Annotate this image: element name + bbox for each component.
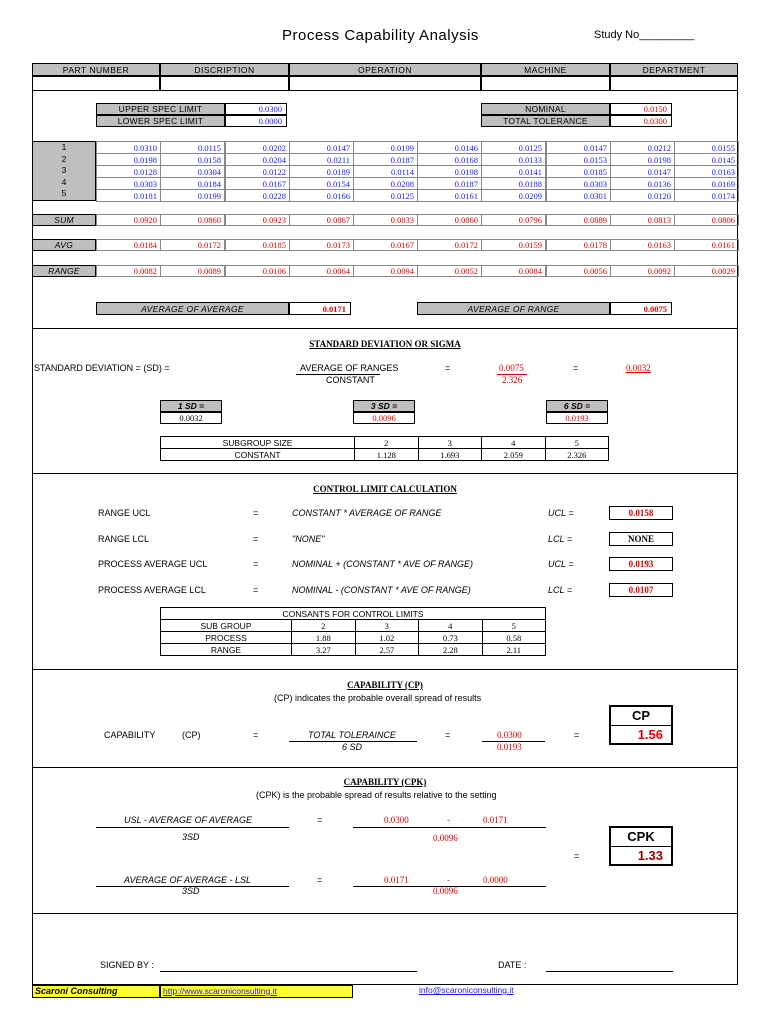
cpk-f1-a: 0.0300 <box>384 815 409 825</box>
table-cell: CONSTANT <box>161 449 355 461</box>
row-number: 5 <box>61 188 67 199</box>
table-cell: 5 <box>545 437 609 449</box>
control-row-eq: = <box>253 508 259 518</box>
reading-cell[interactable]: 0.0199 <box>160 189 225 202</box>
reading-cell[interactable]: 0.0189 <box>289 165 354 178</box>
reading-cell[interactable]: 0.0304 <box>160 165 225 178</box>
cpk-f2-eq: = <box>317 875 323 885</box>
page-title: Process Capability Analysis <box>282 27 479 44</box>
reading-cell[interactable]: 0.0145 <box>674 153 739 166</box>
range-cell: 0.0052 <box>417 265 482 277</box>
control-row-label: RANGE LCL <box>98 534 150 544</box>
reading-cell[interactable]: 0.0141 <box>481 165 546 178</box>
reading-cell[interactable]: 0.0166 <box>289 189 354 202</box>
table-row <box>161 437 609 449</box>
sd-denominator: CONSTANT <box>326 375 375 385</box>
reading-cell[interactable]: 0.0128 <box>96 165 161 178</box>
reading-cell[interactable]: 0.0303 <box>546 177 611 190</box>
reading-cell[interactable]: 0.0181 <box>96 189 161 202</box>
reading-cell[interactable]: 0.0185 <box>546 165 611 178</box>
reading-cell[interactable]: 0.0168 <box>417 153 482 166</box>
avg-cell: 0.0172 <box>417 239 482 251</box>
cp-eq: = <box>253 730 259 740</box>
cpk-f2-denominator: 3SD <box>182 886 200 896</box>
reading-cell[interactable]: 0.0184 <box>160 177 225 190</box>
table-cell: SUBGROUP SIZE <box>161 437 355 449</box>
info-input-cell[interactable] <box>481 76 610 91</box>
avg-of-avg-value: 0.0171 <box>289 302 351 315</box>
reading-cell[interactable]: 0.0154 <box>289 177 354 190</box>
reading-cell[interactable]: 0.0122 <box>225 165 290 178</box>
reading-cell[interactable]: 0.0136 <box>610 177 675 190</box>
row-number: 4 <box>61 176 67 187</box>
reading-cell[interactable]: 0.0209 <box>481 189 546 202</box>
reading-cell[interactable]: 0.0146 <box>417 141 482 154</box>
reading-cell[interactable]: 0.0198 <box>96 153 161 166</box>
control-row-label: PROCESS AVERAGE UCL <box>98 559 208 569</box>
reading-cell[interactable]: 0.0120 <box>610 189 675 202</box>
reading-cell[interactable]: 0.0133 <box>481 153 546 166</box>
control-row-formula: NOMINAL + (CONSTANT * AVE OF RANGE) <box>292 559 473 569</box>
table-cell: 3.27 <box>292 644 356 656</box>
section-divider <box>32 328 738 329</box>
reading-cell[interactable]: 0.0204 <box>225 153 290 166</box>
table-cell: 2 <box>355 437 419 449</box>
table-cell: 4 <box>482 437 546 449</box>
avg-of-range-value: 0.0075 <box>610 302 672 315</box>
sum-cell: 0.0806 <box>674 214 739 226</box>
cp-numerator-value: 0.0300 <box>497 730 522 740</box>
lsl-value[interactable]: 0.0000 <box>225 115 287 127</box>
reading-cell[interactable]: 0.0147 <box>610 165 675 178</box>
control-row-formula: NOMINAL - (CONSTANT * AVE OF RANGE) <box>292 585 471 595</box>
reading-cell[interactable]: 0.0187 <box>417 177 482 190</box>
sd-result: 0.0032 <box>626 363 651 373</box>
table-row <box>161 449 609 461</box>
control-row-label: PROCESS AVERAGE LCL <box>98 585 206 595</box>
cpk-f1-b: 0.0171 <box>483 815 508 825</box>
date-label: DATE : <box>498 960 527 970</box>
sd-denominator-value: 2.326 <box>502 375 523 385</box>
cp-result-box <box>609 705 673 745</box>
info-header-cell: DISCRIPTION <box>160 63 289 76</box>
range-cell: 0.0106 <box>225 265 290 277</box>
reading-cell[interactable]: 0.0187 <box>353 153 418 166</box>
reading-cell[interactable]: 0.0310 <box>96 141 161 154</box>
cpk-f1-value-bar <box>353 827 546 828</box>
reading-cell[interactable]: 0.0158 <box>160 153 225 166</box>
usl-label: UPPER SPEC LIMIT <box>96 103 225 115</box>
cp-denominator: 6 SD <box>342 742 363 752</box>
range-cell: 0.0089 <box>160 265 225 277</box>
avg-cell: 0.0161 <box>674 239 739 251</box>
cpk-f1-eq: = <box>317 815 323 825</box>
sd3-value: 0.0096 <box>353 412 415 424</box>
reading-cell[interactable]: 0.0115 <box>160 141 225 154</box>
table-row <box>161 608 546 620</box>
cpk-box-value: 1.33 <box>637 848 663 863</box>
range-cell: 0.0029 <box>674 265 739 277</box>
table-cell: PROCESS <box>161 632 292 644</box>
info-input-cell[interactable] <box>610 76 738 91</box>
cpk-f1-numerator: USL - AVERAGE OF AVERAGE <box>124 815 253 825</box>
control-row-eq: = <box>253 534 259 544</box>
tolerance-value[interactable]: 0.0300 <box>610 115 672 127</box>
sd-constants-table <box>160 436 609 461</box>
section-divider <box>32 669 738 670</box>
info-input-cell[interactable] <box>32 76 160 91</box>
sd3-label: 3 SD = <box>353 400 415 412</box>
avg-cell: 0.0172 <box>160 239 225 251</box>
avg-cell: 0.0167 <box>353 239 418 251</box>
avg-cell: 0.0185 <box>225 239 290 251</box>
cp-eq3: = <box>574 730 580 740</box>
cpk-f1-bar <box>96 827 289 828</box>
cpk-f2-a: 0.0171 <box>384 875 409 885</box>
section-divider <box>32 473 738 474</box>
reading-cell[interactable]: 0.0228 <box>225 189 290 202</box>
table-cell: 2.28 <box>419 644 483 656</box>
cp-eq2: = <box>445 730 451 740</box>
section-divider <box>32 767 738 768</box>
company-name: Scaroni Consulting <box>32 985 160 998</box>
sum-cell: 0.0867 <box>289 214 354 226</box>
reading-cell[interactable]: 0.0198 <box>610 153 675 166</box>
row-number: 1 <box>61 142 67 152</box>
nominal-value[interactable]: 0.0150 <box>610 103 672 115</box>
cpk-f1-op: - <box>447 815 450 825</box>
table-cell: 3 <box>418 437 482 449</box>
cpk-f1-denominator: 3SD <box>182 832 200 842</box>
table-cell: 2 <box>292 620 356 632</box>
info-header-cell: PART NUMBER <box>32 63 160 76</box>
table-cell: 4 <box>419 620 483 632</box>
info-input-cell[interactable] <box>160 76 289 91</box>
control-limit-value: 0.0158 <box>609 506 673 520</box>
reading-cell[interactable]: 0.0212 <box>610 141 675 154</box>
avg-of-avg-label: AVERAGE OF AVERAGE <box>96 302 289 315</box>
table-cell: 0.58 <box>482 632 546 644</box>
info-header-cell: OPERATION <box>289 63 481 76</box>
table-cell: 5 <box>482 620 546 632</box>
cp-denominator-value: 0.0193 <box>497 742 522 752</box>
cpk-f2-b: 0.0000 <box>483 875 508 885</box>
control-row-formula: CONSTANT * AVERAGE OF RANGE <box>292 508 442 518</box>
cpk-f2-den-value: 0.0096 <box>433 886 458 896</box>
range-cell: 0.0092 <box>610 265 675 277</box>
reading-cell[interactable]: 0.0208 <box>353 177 418 190</box>
section-divider <box>32 913 738 914</box>
cpk-heading: CAPABILITY (CPK) <box>343 777 427 787</box>
lsl-label: LOWER SPEC LIMIT <box>96 115 225 127</box>
cpk-description: (CPK) is the probable spread of results relative to the setting <box>256 790 497 800</box>
reading-cell[interactable]: 0.0125 <box>353 189 418 202</box>
avg-of-range-label: AVERAGE OF RANGE <box>417 302 610 315</box>
usl-value[interactable]: 0.0300 <box>225 103 287 115</box>
reading-cell[interactable]: 0.0163 <box>674 165 739 178</box>
sd-label: STANDARD DEVIATION = (SD) = <box>34 363 170 373</box>
reading-cell[interactable]: 0.0202 <box>225 141 290 154</box>
sum-cell: 0.0923 <box>225 214 290 226</box>
table-cell: 2.059 <box>482 449 546 461</box>
control-row-limit-label: LCL = <box>548 534 573 544</box>
table-cell: 2.11 <box>482 644 546 656</box>
sd-eq2: = <box>573 363 579 373</box>
table-cell: 2.326 <box>545 449 609 461</box>
reading-cell[interactable]: 0.0125 <box>481 141 546 154</box>
cp-heading: CAPABILITY (CP) <box>347 680 423 690</box>
avg-label: AVG <box>32 239 96 251</box>
sd-numerator-value: 0.0075 <box>499 363 524 373</box>
reading-cell[interactable]: 0.0303 <box>96 177 161 190</box>
reading-cell[interactable]: 0.0188 <box>481 177 546 190</box>
control-constants-table <box>160 607 546 656</box>
avg-cell: 0.0184 <box>96 239 161 251</box>
control-limit-value: NONE <box>609 532 673 546</box>
table-cell: 1.693 <box>418 449 482 461</box>
control-row-limit-label: UCL = <box>548 508 574 518</box>
range-label: RANGE <box>32 265 96 277</box>
cpk-f2-op: - <box>447 875 450 885</box>
control-limit-value: 0.0193 <box>609 557 673 571</box>
sum-label: SUM <box>32 214 96 226</box>
tolerance-label: TOTAL TOLERANCE <box>481 115 610 127</box>
cpk-result-box <box>609 826 673 866</box>
sd1-value: 0.0032 <box>160 412 222 424</box>
cpk-eq: = <box>574 851 580 861</box>
info-input-cell[interactable] <box>289 76 481 91</box>
signature-line[interactable] <box>160 971 417 972</box>
sd6-value: 0.0193 <box>546 412 608 424</box>
reading-cell[interactable]: 0.0161 <box>417 189 482 202</box>
cp-numerator: TOTAL TOLERAINCE <box>308 730 396 740</box>
sum-cell: 0.0796 <box>481 214 546 226</box>
sd6-label: 6 SD = <box>546 400 608 412</box>
range-cell: 0.0056 <box>546 265 611 277</box>
signed-by-label: SIGNED BY : <box>100 960 154 970</box>
reading-cell[interactable]: 0.0153 <box>546 153 611 166</box>
avg-cell: 0.0159 <box>481 239 546 251</box>
table-row <box>161 632 546 644</box>
cpk-f2-numerator: AVERAGE OF AVERAGE - LSL <box>124 875 252 885</box>
company-email-link[interactable]: info@scaroniconsulting.it <box>419 985 514 995</box>
sd-heading: STANDARD DEVIATION OR SIGMA <box>309 339 461 349</box>
table-cell: 3 <box>355 620 419 632</box>
sd-eq1: = <box>445 363 451 373</box>
control-row-limit-label: LCL = <box>548 585 573 595</box>
table-row <box>161 644 546 656</box>
table-cell: 1.02 <box>355 632 419 644</box>
control-limit-value: 0.0107 <box>609 583 673 597</box>
table-title: CONSANTS FOR CONTROL LIMITS <box>161 608 546 620</box>
company-url-link[interactable]: http://www.scaroniconsulting.it <box>160 985 353 998</box>
control-row-limit-label: UCL = <box>548 559 574 569</box>
table-cell: 1.128 <box>355 449 419 461</box>
sum-cell: 0.0920 <box>96 214 161 226</box>
range-cell: 0.0084 <box>481 265 546 277</box>
nominal-label: NOMINAL <box>481 103 610 115</box>
sum-cell: 0.0860 <box>160 214 225 226</box>
table-cell: RANGE <box>161 644 292 656</box>
avg-cell: 0.0163 <box>610 239 675 251</box>
sum-cell: 0.0860 <box>417 214 482 226</box>
sum-cell: 0.0833 <box>353 214 418 226</box>
cp-box-label: CP <box>611 707 671 726</box>
reading-cell[interactable]: 0.0199 <box>353 141 418 154</box>
reading-cell[interactable]: 0.0147 <box>546 141 611 154</box>
table-row <box>161 620 546 632</box>
cp-paren: (CP) <box>182 730 201 740</box>
reading-cell[interactable]: 0.0198 <box>417 165 482 178</box>
reading-cell[interactable]: 0.0169 <box>674 177 739 190</box>
reading-cell[interactable]: 0.0114 <box>353 165 418 178</box>
reading-cell[interactable]: 0.0174 <box>674 189 739 202</box>
table-cell: 1.88 <box>292 632 356 644</box>
study-number-label: Study No_________ <box>594 29 695 41</box>
date-line[interactable] <box>546 971 673 972</box>
table-cell: 0.73 <box>419 632 483 644</box>
sd-numerator: AVERAGE OF RANGES <box>300 363 399 373</box>
range-cell: 0.0094 <box>353 265 418 277</box>
info-header-cell: MACHINE <box>481 63 610 76</box>
sum-cell: 0.0813 <box>610 214 675 226</box>
avg-cell: 0.0178 <box>546 239 611 251</box>
sd1-label: 1 SD = <box>160 400 222 412</box>
control-row-eq: = <box>253 585 259 595</box>
control-row-formula: "NONE" <box>292 534 325 544</box>
row-number: 3 <box>61 165 67 176</box>
reading-cell[interactable]: 0.0147 <box>289 141 354 154</box>
table-cell: 2.57 <box>355 644 419 656</box>
cpk-box-label: CPK <box>611 828 671 847</box>
cp-description: (CP) indicates the probable overall spread of results <box>274 693 482 703</box>
row-number: 2 <box>61 153 67 164</box>
info-header-cell: DEPARTMENT <box>610 63 738 76</box>
range-cell: 0.0082 <box>96 265 161 277</box>
reading-cell[interactable]: 0.0155 <box>674 141 739 154</box>
table-cell: SUB GROUP <box>161 620 292 632</box>
reading-cell[interactable]: 0.0301 <box>546 189 611 202</box>
cp-label: CAPABILITY <box>104 730 156 740</box>
control-row-label: RANGE UCL <box>98 508 151 518</box>
cpk-f1-den-value: 0.0096 <box>433 833 458 843</box>
control-row-eq: = <box>253 559 259 569</box>
avg-cell: 0.0173 <box>289 239 354 251</box>
range-cell: 0.0064 <box>289 265 354 277</box>
reading-cell[interactable]: 0.0211 <box>289 153 354 166</box>
sum-cell: 0.0889 <box>546 214 611 226</box>
cp-box-value: 1.56 <box>637 727 663 742</box>
reading-cell[interactable]: 0.0167 <box>225 177 290 190</box>
control-heading: CONTROL LIMIT CALCULATION <box>313 484 457 494</box>
